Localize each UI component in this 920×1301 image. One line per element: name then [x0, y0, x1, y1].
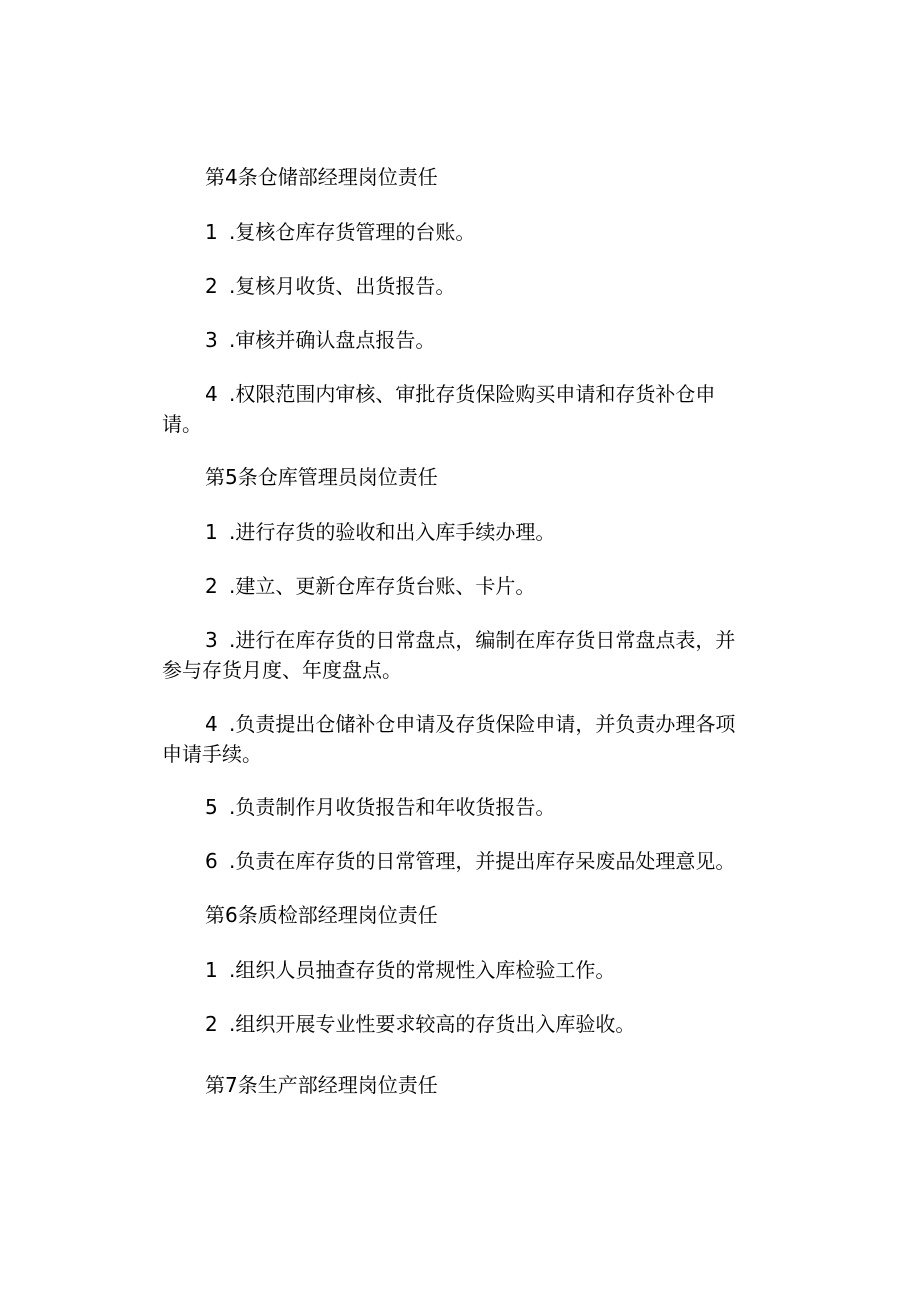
- item-number: 1: [205, 520, 218, 544]
- item-text: .建立、更新仓库存货台账、卡片。: [229, 574, 536, 598]
- list-item: [205, 709, 805, 739]
- item-text: .权限范围内审核、审批存货保险购买申请和存货补仓申: [229, 382, 716, 406]
- item-number: 3: [205, 628, 218, 652]
- section-heading: 第6条质检部经理岗位责任: [205, 903, 438, 927]
- item-text: .组织开展专业性要求较高的存货出入库验收。: [229, 1012, 636, 1036]
- item-text: .负责在库存货的日常管理，并提出库存呆废品处理意见。: [229, 849, 736, 873]
- item-text: .负责制作月收货报告和年收货报告。: [229, 795, 556, 819]
- item-number: 1: [205, 220, 218, 244]
- list-item: [205, 625, 805, 655]
- section-heading: 第4条仓储部经理岗位责任: [205, 165, 438, 189]
- item-continuation: 请。: [162, 412, 202, 436]
- item-number: 2: [205, 1012, 218, 1036]
- item-number: 3: [205, 328, 218, 352]
- item-number: 4: [205, 382, 218, 406]
- item-number: 2: [205, 274, 218, 298]
- list-item: [205, 792, 805, 822]
- item-number: 5: [205, 795, 218, 819]
- item-text: .进行在库存货的日常盘点，编制在库存货日常盘点表，并: [229, 628, 736, 652]
- list-item: [205, 571, 805, 601]
- item-text: .审核并确认盘点报告。: [229, 328, 436, 352]
- list-item: [205, 325, 805, 355]
- item-continuation: 参与存货月度、年度盘点。: [162, 658, 402, 682]
- item-text: .复核月收货、出货报告。: [229, 274, 456, 298]
- item-number: 6: [205, 849, 218, 873]
- list-item: [205, 217, 805, 247]
- list-item: [205, 379, 805, 409]
- item-number: 4: [205, 712, 218, 736]
- item-text: .负责提出仓储补仓申请及存货保险申请，并负责办理各项: [229, 712, 736, 736]
- section-heading: 第5条仓库管理员岗位责任: [205, 465, 438, 489]
- item-text: .进行存货的验收和出入库手续办理。: [229, 520, 556, 544]
- item-continuation: 申请手续。: [162, 742, 262, 766]
- list-item: [205, 271, 805, 301]
- list-item: [205, 517, 805, 547]
- section-heading: 第7条生产部经理岗位责任: [205, 1073, 438, 1097]
- list-item: [205, 846, 805, 876]
- item-text: .复核仓库存货管理的台账。: [229, 220, 476, 244]
- item-number: 1: [205, 958, 218, 982]
- item-number: 2: [205, 574, 218, 598]
- item-text: .组织人员抽查存货的常规性入库检验工作。: [229, 958, 616, 982]
- list-item: [205, 955, 805, 985]
- list-item: [205, 1009, 805, 1039]
